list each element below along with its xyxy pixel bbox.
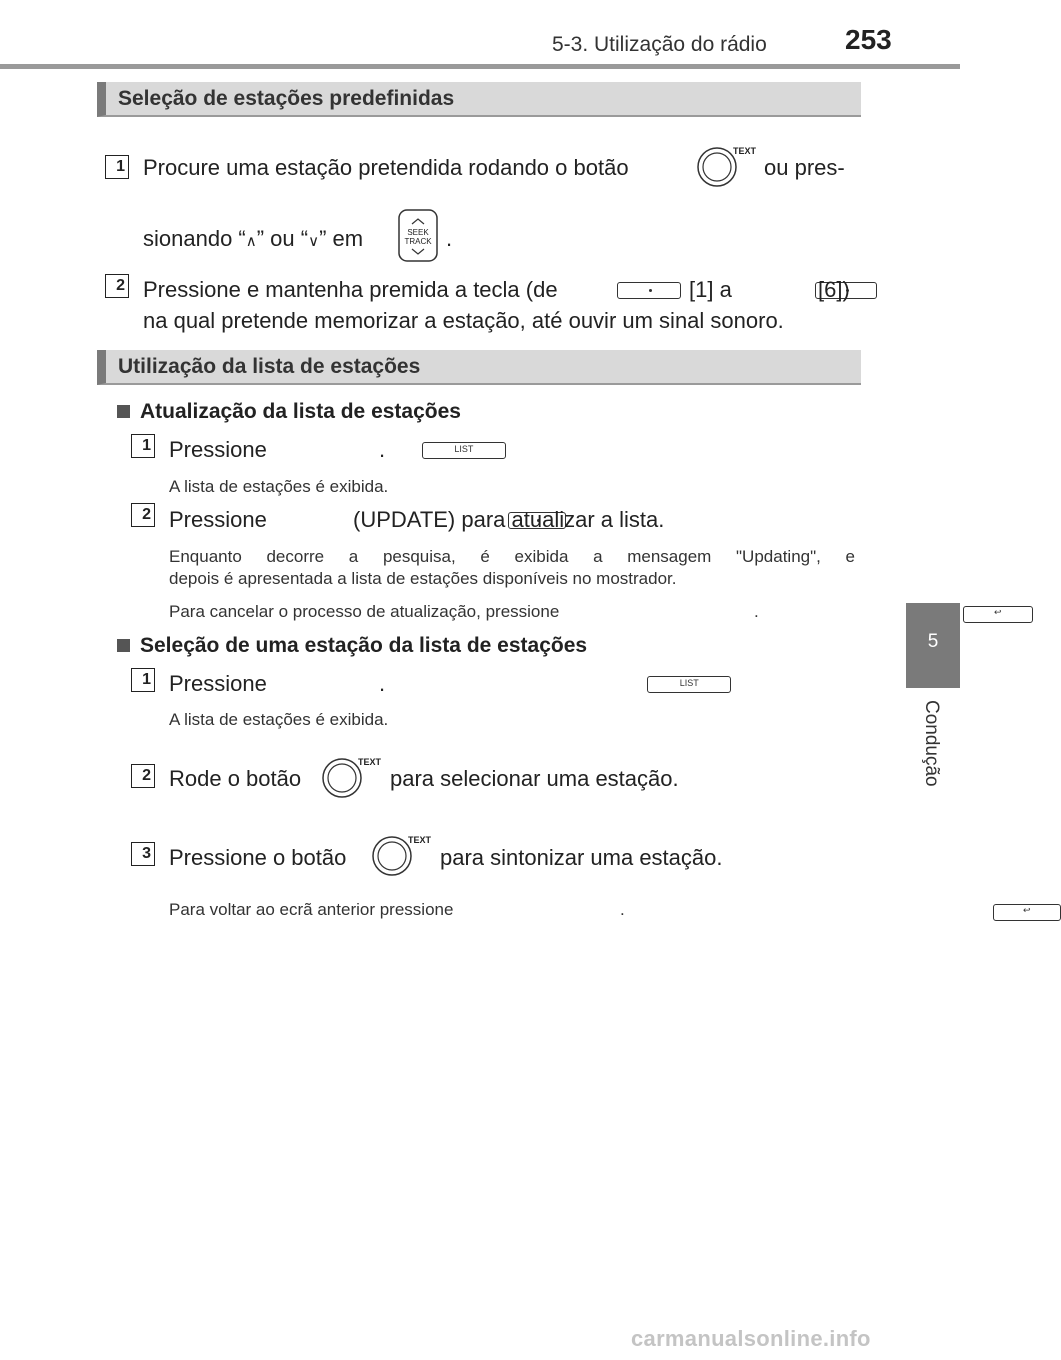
step-note: A lista de estações é exibida. bbox=[169, 477, 389, 496]
page-number: 253 bbox=[845, 24, 892, 55]
step-text: (UPDATE) para atualizar a lista. bbox=[353, 507, 665, 532]
step-badge: 3 bbox=[131, 842, 155, 866]
tune-knob-icon bbox=[368, 831, 434, 879]
step-badge: 1 bbox=[131, 434, 155, 458]
chapter-tab bbox=[906, 603, 960, 688]
list-button-icon: LIST bbox=[647, 676, 731, 693]
step-badge: 2 bbox=[131, 503, 155, 527]
section-heading-presets bbox=[97, 82, 861, 117]
step-badge: 2 bbox=[131, 764, 155, 788]
list-button-icon: LIST bbox=[422, 442, 506, 459]
step-text: . bbox=[446, 226, 453, 251]
step-note: A lista de estações é exibida. bbox=[169, 710, 389, 729]
step-text: para selecionar uma estação. bbox=[390, 766, 679, 791]
step-text: Pressione bbox=[169, 437, 267, 462]
tune-knob-icon bbox=[693, 143, 755, 189]
step-badge: 2 bbox=[105, 274, 129, 298]
step-badge: 1 bbox=[131, 668, 155, 692]
step-text: Rode o botão bbox=[169, 766, 302, 791]
svg-text:TEXT: TEXT bbox=[408, 835, 432, 845]
svg-text:SEEK: SEEK bbox=[407, 228, 429, 237]
section-heading-text: Seleção de estações predefinidas bbox=[118, 87, 455, 110]
header-divider bbox=[0, 64, 960, 69]
step-text: [1] a bbox=[689, 277, 732, 302]
step-text: [6]) bbox=[818, 277, 850, 302]
chapter-title: Condução bbox=[921, 700, 942, 787]
down-arrow-icon: ∨ bbox=[308, 233, 320, 250]
step-note: Para cancelar o processo de atualização, pressione bbox=[169, 602, 560, 621]
svg-text:TEXT: TEXT bbox=[733, 146, 757, 156]
step-text: na qual pretende memorizar a estação, até ouvir um sinal sonoro. bbox=[143, 308, 784, 333]
step-text: Pressione bbox=[169, 507, 267, 532]
step-text: Pressione bbox=[169, 671, 267, 696]
section-heading-station-list bbox=[97, 350, 861, 385]
back-button-icon: ↩ bbox=[963, 606, 1033, 623]
seek-track-button-icon bbox=[397, 209, 441, 263]
back-button-icon: ↩ bbox=[993, 904, 1061, 921]
square-bullet-icon bbox=[117, 405, 130, 418]
step-text: para sintonizar uma estação. bbox=[440, 845, 723, 870]
preset-key-icon bbox=[617, 282, 681, 299]
step-text: ou pres- bbox=[764, 155, 845, 180]
header-section-title: 5-3. Utilização do rádio bbox=[552, 33, 767, 56]
step-text: Pressione e mantenha premida a tecla (de bbox=[143, 277, 558, 302]
step-note: Para voltar ao ecrã anterior pressione bbox=[169, 900, 454, 919]
subheading: Atualização da lista de estações bbox=[117, 400, 461, 424]
step-note: . bbox=[620, 900, 625, 919]
step-text: Procure uma estação pretendida rodando o botão bbox=[143, 155, 629, 180]
step-text: . bbox=[379, 671, 386, 696]
step-text: sionando “∧” ou “∨” em bbox=[143, 226, 364, 251]
step-text: . bbox=[379, 437, 386, 462]
svg-text:TEXT: TEXT bbox=[358, 757, 382, 767]
up-arrow-icon: ∧ bbox=[245, 233, 257, 250]
subheading: Seleção de uma estação da lista de estações bbox=[117, 634, 587, 658]
section-heading-text: Utilização da lista de estações bbox=[118, 355, 421, 378]
watermark: carmanualsonline.info bbox=[631, 1326, 871, 1351]
step-note: . bbox=[754, 602, 759, 621]
step-text: Pressione o botão bbox=[169, 845, 347, 870]
tune-knob-icon bbox=[318, 753, 384, 801]
svg-text:TRACK: TRACK bbox=[404, 237, 432, 246]
step-note: depois é apresentada a lista de estações disponíveis no mostrador. bbox=[169, 569, 677, 588]
step-note: Enquanto decorre a pesquisa, é exibida a mensagem "Updating", e bbox=[169, 547, 855, 566]
square-bullet-icon bbox=[117, 639, 130, 652]
chapter-number: 5 bbox=[927, 631, 939, 652]
chapter-label bbox=[912, 700, 952, 800]
step-badge: 1 bbox=[105, 155, 129, 179]
